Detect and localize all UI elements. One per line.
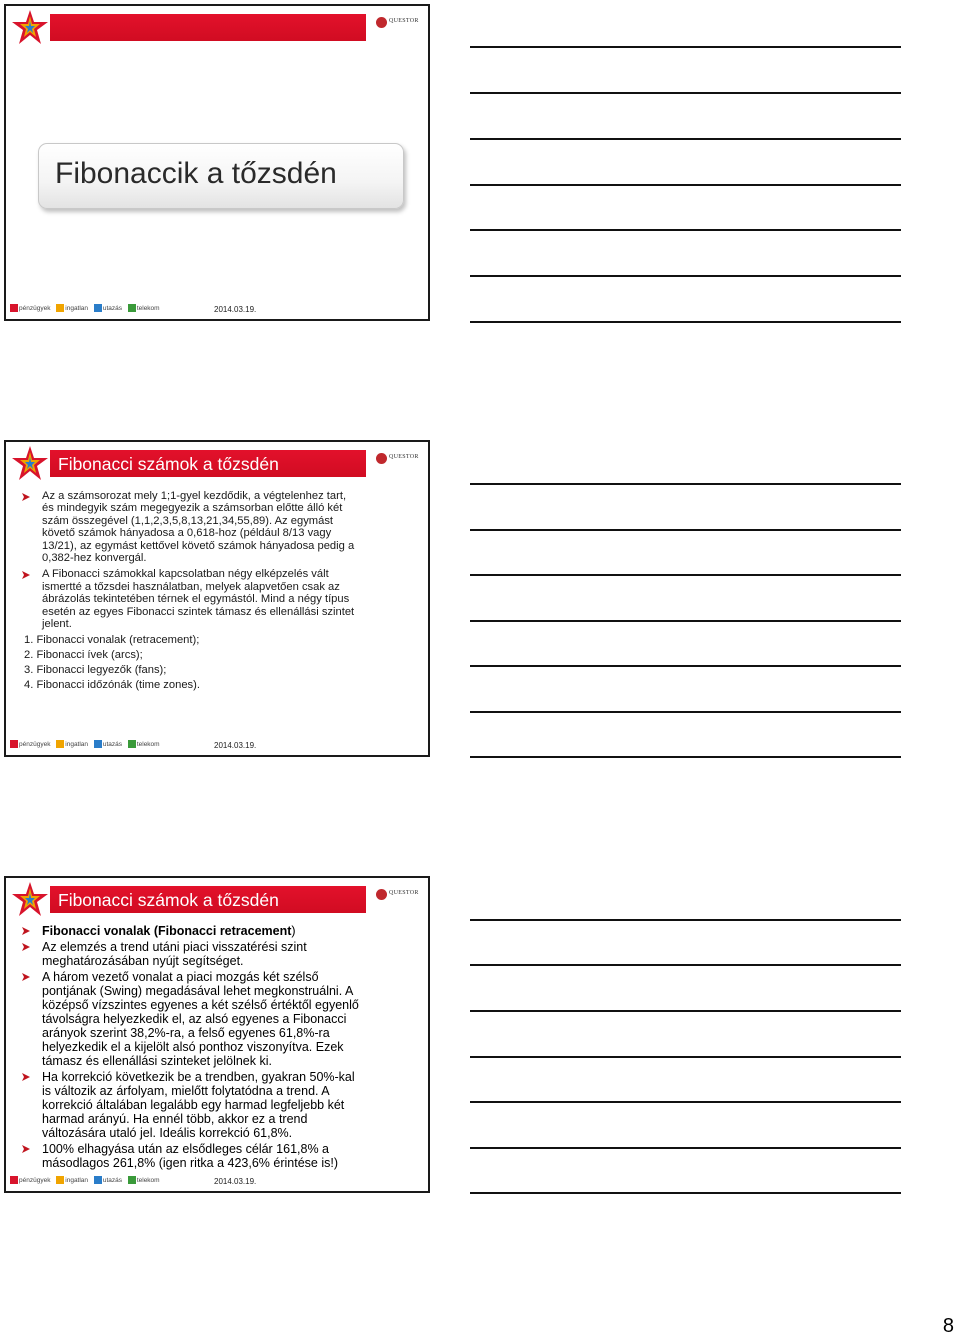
footer: pénzügyek ingatlan utazás telekom 2014.03.19.	[10, 740, 426, 752]
bullet-paragraph: Ha korrekció következik be a trendben, gyakran 50%-kal is változik az árfolyam, mielőtt folytatódna a trend. A korrekció általában legalább egy harmad legfeljebb két harmad arányú. Ha ennél több, akkor ez a trend változására utaló jel. Ideális korrekció 61,8%.	[20, 1070, 418, 1140]
slide-title: Fibonacci számok a tőzsdén	[58, 890, 279, 910]
notes-line	[470, 46, 901, 48]
slide-body	[20, 490, 418, 693]
title-bar	[50, 450, 366, 477]
slide-1	[4, 4, 430, 321]
notes-line	[470, 574, 901, 576]
notes-line	[470, 321, 901, 323]
footer-category-icon	[56, 740, 64, 748]
bullet-paragraph: Az a számsorozat mely 1;1-gyel kezdődik, a végtelenhez tart, és mindegyik szám megegyezik a számsorban előtte álló két szám összegével (1,1,2,3,5,8,13,21,34,55,89). Az egymást követő számok hányadosa a 0,618-hoz (például 8/13 vagy 13/21), az egymást kettővel követő számok hányadosa pedig a 0,382-hez konvergál.	[20, 490, 418, 564]
notes-line	[470, 529, 901, 531]
notes-line	[470, 92, 901, 94]
list-item: 3. Fibonacci legyezők (fans);	[24, 664, 167, 677]
footer-category-icon	[56, 1176, 64, 1184]
bullet-icon	[22, 973, 30, 981]
notes-line	[470, 229, 901, 231]
title-bar	[50, 886, 366, 913]
slide-title: Fibonacci számok a tőzsdén	[58, 454, 279, 474]
notes-line	[470, 919, 901, 921]
star-logo-icon	[12, 10, 48, 44]
bullet-heading: Fibonacci vonalak (Fibonacci retracement)	[20, 924, 418, 938]
footer: pénzügyek ingatlan utazás telekom 2014.03.19.	[10, 1176, 426, 1188]
questor-logo-icon: QUESTOR	[376, 16, 420, 30]
notes-line	[470, 184, 901, 186]
title-box	[38, 143, 404, 209]
notes-line	[470, 756, 901, 758]
bullet-icon	[22, 493, 30, 501]
footer-category-icon	[56, 304, 64, 312]
footer-category-icon	[10, 304, 18, 312]
footer-category-icon	[94, 740, 102, 748]
list-item: 1. Fibonacci vonalak (retracement);	[24, 634, 200, 647]
bullet-icon	[22, 1073, 30, 1081]
list-item: 2. Fibonacci ívek (arcs);	[24, 649, 143, 662]
notes-line	[470, 138, 901, 140]
list-item: 4. Fibonacci időzónák (time zones).	[24, 679, 200, 692]
numbered-list	[20, 633, 418, 693]
slide-title: Fibonaccik a tőzsdén	[55, 157, 337, 190]
slide-body	[20, 924, 418, 1172]
questor-logo-icon: QUESTOR	[376, 888, 420, 902]
footer-category-icon	[94, 304, 102, 312]
bullet-paragraph: Az elemzés a trend utáni piaci visszatérési szint meghatározásában nyújt segítséget.	[20, 940, 418, 968]
footer-category-icon	[128, 740, 136, 748]
footer-date: 2014.03.19.	[214, 305, 257, 314]
slide-2	[4, 440, 430, 757]
bullet-icon	[22, 1145, 30, 1153]
footer-category-icon	[128, 1176, 136, 1184]
notes-line	[470, 964, 901, 966]
notes-line	[470, 711, 901, 713]
footer-category-icon	[94, 1176, 102, 1184]
notes-line	[470, 665, 901, 667]
notes-line	[470, 1056, 901, 1058]
bullet-icon	[22, 927, 30, 935]
footer-category-icon	[10, 1176, 18, 1184]
slide-3	[4, 876, 430, 1193]
footer-category-icon	[10, 740, 18, 748]
notes-line	[470, 1010, 901, 1012]
footer-category-icon	[128, 304, 136, 312]
notes-line	[470, 620, 901, 622]
bullet-icon	[22, 571, 30, 579]
notes-line	[470, 483, 901, 485]
star-logo-icon	[12, 882, 48, 916]
notes-line	[470, 1147, 901, 1149]
footer-date: 2014.03.19.	[214, 741, 257, 750]
bullet-paragraph: 100% elhagyása után az elsődleges célár 161,8% a másodlagos 261,8% (igen ritka a 423,6% érintése is!)	[20, 1142, 418, 1170]
notes-line	[470, 1101, 901, 1103]
notes-line	[470, 275, 901, 277]
bullet-paragraph: A három vezető vonalat a piaci mozgás két szélső pontjának (Swing) megadásával lehet megkonstruálni. A középső vízszintes egyenes a két szélső értéktől egyenlő távolságra helyezkedik el, az alsó egyenes a Fibonacci arányok szerint 38,2%-ra, a felső egyenes 61,8%-ra helyezkedik el a kijelölt alsó ponthoz viszonyítva. Ezek támasz és ellenállási szinteket jelölnek ki.	[20, 970, 418, 1068]
page-number: 8	[942, 1315, 954, 1337]
notes-line	[470, 1192, 901, 1194]
title-bar	[50, 14, 366, 41]
bullet-icon	[22, 943, 30, 951]
bullet-paragraph: A Fibonacci számokkal kapcsolatban négy elképzelés vált ismertté a tőzsdei használatban, melyek alapvetően csak az ábrázolás tekintetében térnek el egymástól. Mind a négy típus esetén az egyes Fibonacci szintek támasz és ellenállási szintet jelent.	[20, 568, 418, 630]
star-logo-icon	[12, 446, 48, 480]
footer: pénzügyek ingatlan utazás telekom 2014.03.19.	[10, 304, 426, 316]
footer-date: 2014.03.19.	[214, 1177, 257, 1186]
questor-logo-icon: QUESTOR	[376, 452, 420, 466]
